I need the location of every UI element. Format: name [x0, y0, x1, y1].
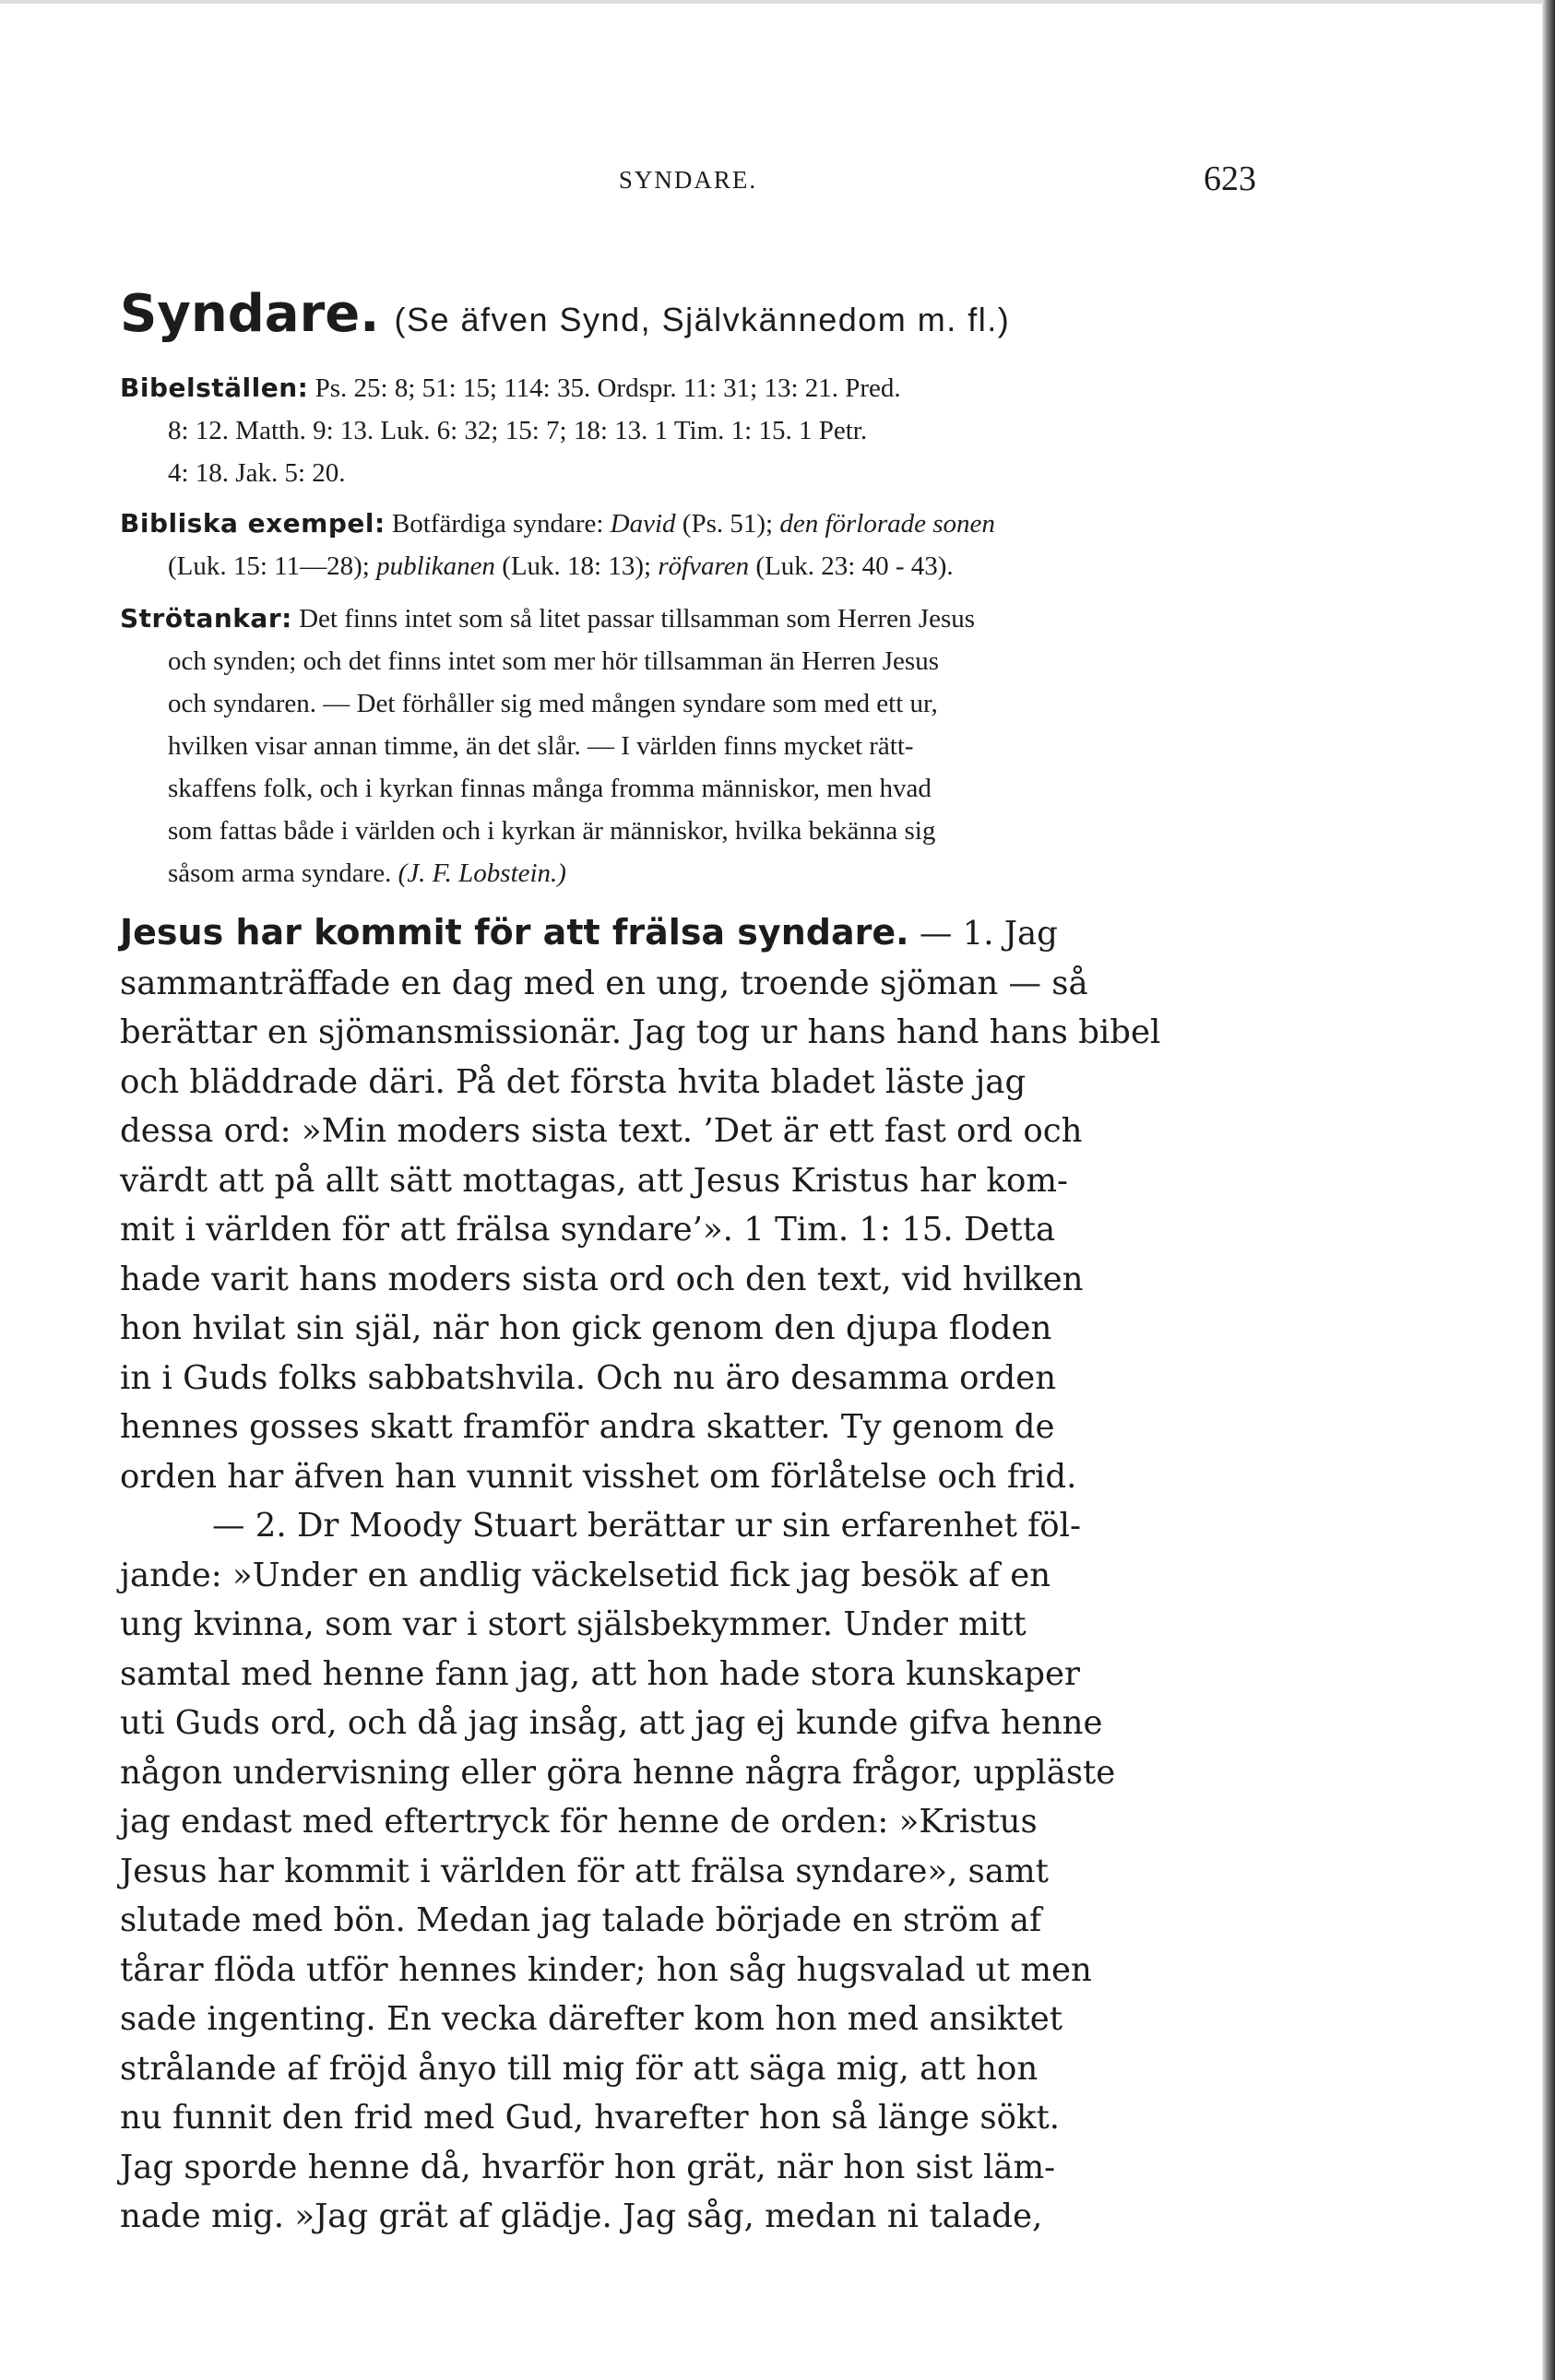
paragraph-line: och bläddrade däri. På det första hvita bladet läste jag — [120, 1062, 1027, 1101]
bibliska-example-name: röfvaren — [658, 551, 750, 581]
bibliska-example-name: David — [610, 509, 676, 539]
story-section — [120, 908, 1256, 2242]
running-head — [120, 159, 1256, 205]
strotankar-line: och syndaren. — Det förhåller sig med mången syndare som med ett ur, — [168, 689, 938, 718]
entry-heading — [120, 284, 1273, 344]
bibliska-text: (Luk. 15: 11—28); — [168, 551, 377, 581]
paragraph-line: någon undervisning eller göra henne några frågor, uppläste — [120, 1753, 1116, 1792]
bibelstallen-line: 8: 12. Matth. 9: 13. Luk. 6: 32; 15: 7; 18: 13. 1 Tim. 1: 15. 1 Petr. — [168, 416, 868, 445]
entry-cross-reference: (Se äfven Synd, Självkännedom m. fl.) — [394, 301, 1011, 338]
paragraph-line: nu funnit den frid med Gud, hvarefter hon så länge sökt. — [120, 2099, 1061, 2137]
bibelstallen-section — [120, 367, 1273, 494]
strotankar-line: Det finns intet som så litet passar tillsamman som Herren Jesus — [299, 604, 976, 633]
strotankar-line: hvilken visar annan timme, än det slår. — I världen finns mycket rätt- — [168, 731, 914, 761]
entry-title: Syndare. — [120, 284, 380, 344]
strotankar-section — [120, 598, 1273, 894]
bibelstallen-label: Bibelställen: — [120, 373, 309, 403]
bibliska-exempel-section — [120, 503, 1273, 587]
bibliska-example-name: den förlorade sonen — [779, 509, 995, 539]
bibelstallen-line: Ps. 25: 8; 51: 15; 114: 35. Ordspr. 11: 31; 13: 21. Pred. — [315, 373, 901, 403]
paragraph-line: dessa ord: »Min moders sista text. ’Det är ett fast ord och — [120, 1112, 1083, 1150]
paragraph-line: in i Guds folks sabbatshvila. Och nu äro desamma orden — [120, 1358, 1057, 1397]
bibelstallen-line: 4: 18. Jak. 5: 20. — [168, 458, 346, 488]
bibliska-example-name: publikanen — [376, 551, 495, 581]
bibliska-text: (Luk. 18: 13); — [494, 551, 659, 581]
bibliska-text: Botfärdiga syndare: — [391, 509, 611, 539]
paragraph-line: berättar en sjömansmissionär. Jag tog ur hans hand hans bibel — [120, 1013, 1161, 1051]
strotankar-line: skaffens folk, och i kyrkan finnas många fromma människor, men hvad — [168, 774, 932, 803]
section-number: — 1. Jag — [908, 915, 1058, 953]
paragraph-line: — 2. Dr Moody Stuart berättar ur sin erfarenhet föl- — [212, 1507, 1082, 1545]
paragraph-line: hennes gosses skatt framför andra skatter. Ty genom de — [120, 1408, 1055, 1446]
paragraph-line: sammanträffade en dag med en ung, troende sjöman — så — [120, 964, 1088, 1002]
paragraph-line: nade mig. »Jag grät af glädje. Jag såg, medan ni talade, — [120, 2197, 1043, 2235]
paragraph-line: värdt att på allt sätt mottagas, att Jesus Kristus har kom- — [120, 1161, 1068, 1200]
paragraph-line: uti Guds ord, och då jag insåg, att jag ej kunde gifva henne — [120, 1704, 1103, 1742]
page-binding-edge — [1542, 0, 1555, 2380]
paragraph-line: ung kvinna, som var i stort själsbekymmer. Under mitt — [120, 1605, 1027, 1643]
bibliska-text: (Ps. 51); — [675, 509, 780, 539]
bibliska-text: (Luk. 23: 40 - 43). — [749, 551, 954, 581]
strotankar-signature: (J. F. Lobstein.) — [398, 858, 566, 888]
paragraph-line: slutade med bön. Medan jag talade började en ström af — [120, 1901, 1042, 1939]
page-number: 623 — [1204, 160, 1256, 198]
strotankar-line: såsom arma syndare. — [168, 858, 398, 888]
section-title: Jesus har kommit för att frälsa syndare. — [120, 912, 909, 953]
paragraph-line: tårar flöda utför hennes kinder; hon såg hugsvalad ut men — [120, 1950, 1092, 1989]
page-top-edge — [0, 0, 1555, 4]
paragraph-line: sade ingenting. En vecka därefter kom hon med ansiktet — [120, 2000, 1063, 2038]
paragraph-line: samtal med henne fann jag, att hon hade stora kunskaper — [120, 1654, 1080, 1693]
strotankar-line: och synden; och det finns intet som mer hör tillsamman än Herren Jesus — [168, 646, 939, 676]
strotankar-line: som fattas både i världen och i kyrkan är människor, hvilka bekänna sig — [168, 816, 936, 846]
paragraph-line: mit i världen för att frälsa syndare’». 1 Tim. 1: 15. Detta — [120, 1211, 1056, 1249]
running-head-title: SYNDARE. — [618, 166, 758, 194]
paragraph-line: jande: »Under en andlig väckelsetid fick jag besök af en — [120, 1556, 1051, 1594]
paragraph-line: orden har äfven han vunnit visshet om förlåtelse och frid. — [120, 1457, 1077, 1496]
paragraph-line: jag endast med eftertryck för henne de orden: »Kristus — [120, 1803, 1038, 1841]
paragraph-line: Jesus har kommit i världen för att frälsa syndare», samt — [120, 1852, 1049, 1890]
paragraph-line: strålande af fröjd ånyo till mig för att säga mig, att hon — [120, 2049, 1039, 2088]
paragraph-line: hon hvilat sin själ, när hon gick genom den djupa floden — [120, 1309, 1052, 1347]
bibliska-exempel-label: Bibliska exempel: — [120, 508, 386, 539]
paragraph-line: Jag sporde henne då, hvarför hon grät, när hon sist läm- — [120, 2148, 1056, 2186]
strotankar-label: Strötankar: — [120, 603, 292, 633]
paragraph-line: hade varit hans moders sista ord och den text, vid hvilken — [120, 1260, 1084, 1298]
